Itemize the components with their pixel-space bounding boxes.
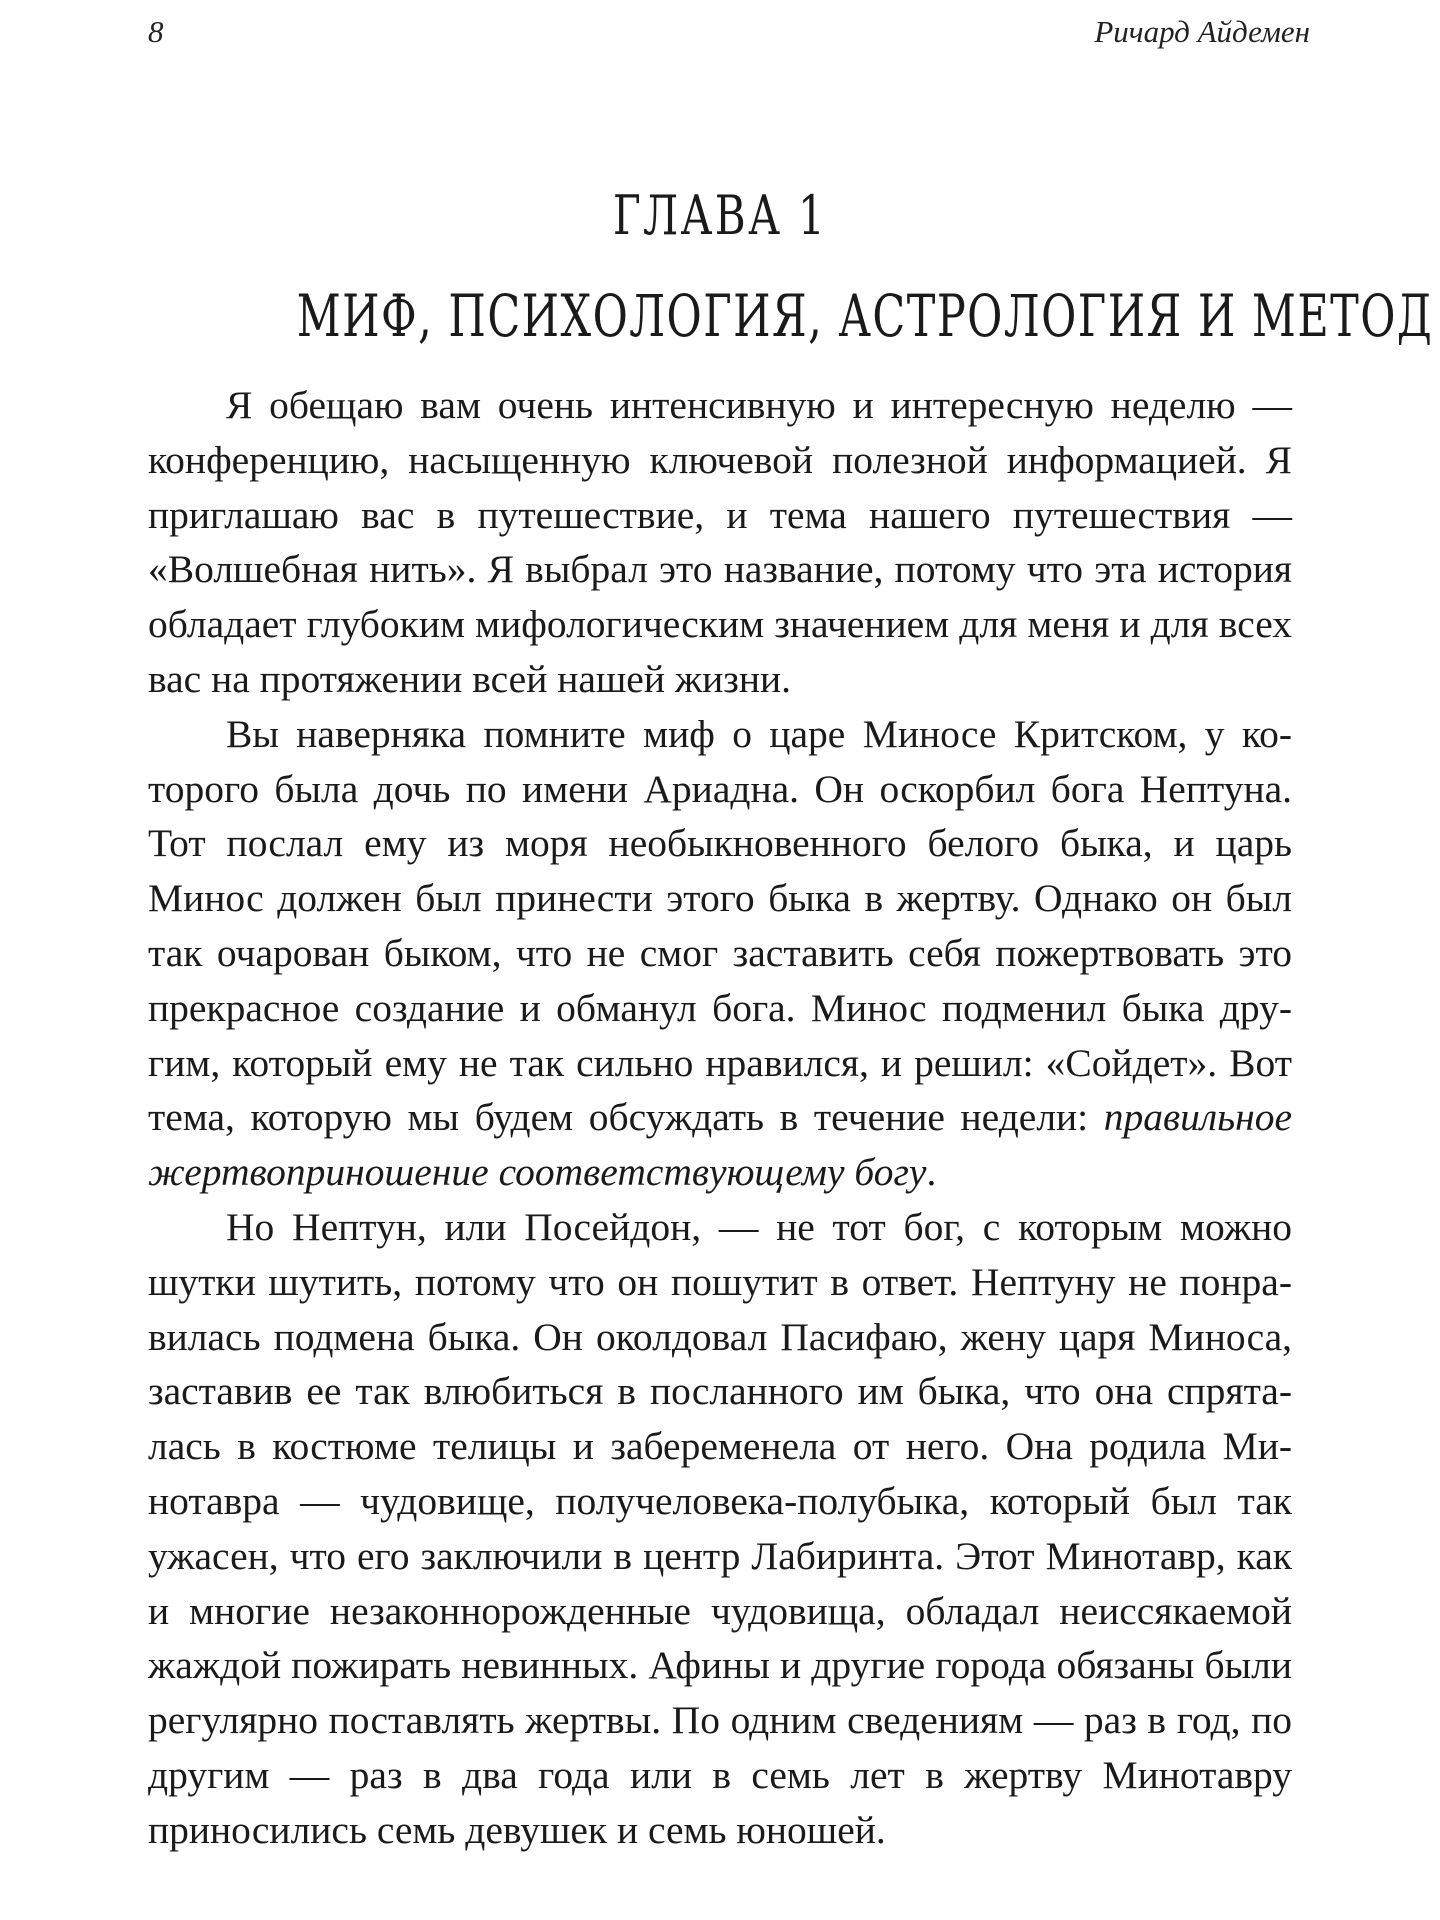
paragraph-text: Но Нептун, или Посейдон, — не тот бог, с которым можно шутки шутить, потому что он пошутит в ответ. Нептуну не понравилась подмена быка. Он околдовал Пасифаю, жену царя Миноса, заставив ее так влюбиться в посланного им быка, что она спряталась в костюме телицы и забеременела от него. Она родила Минотавра — чудовище, получеловека-полубыка, который был так ужасен, что его заключили в центр Лабиринта. Этот Минотавр, как и многие незаконнорожденные чудовища, обладал неиссякаемой жаждой пожирать невинных. Афины и другие города обязаны были регулярно поставлять жертвы. По одним сведениям — раз в год, по другим — раз в два года или в семь лет в жертву Минотавру приносились семь девушек и семь юношей.: [148, 1204, 1292, 1852]
page-number: 8: [148, 14, 164, 49]
running-header: [148, 14, 1310, 54]
chapter-title: МИФ, ПСИХОЛОГИЯ, АСТРОЛОГИЯ И МЕТОД: [296, 282, 1434, 350]
body-text: [148, 378, 1292, 1858]
paragraph-3: [148, 1200, 1292, 1858]
chapter-number: ГЛАВА 1: [612, 184, 828, 247]
chapter-heading: [148, 180, 1434, 354]
author-name: Ричард Айдемен: [1094, 14, 1310, 49]
paragraph-text: Вы наверняка помните миф о царе Миносе Критском, у которого была дочь по имени Ариадна. Он оскорбил бога Нептуна. Тот послал ему из моря необыкновенного белого быка, и царь Минос должен был принести этого быка в жертву. Однако он был так очарован быком, что не смог заставить себя пожертвовать это прекрасное создание и обманул бога. Минос подменил быка другим, который ему не так сильно нравился, и решил: «Сойдет». Вот тема, которую мы будем обсуждать в течение недели:: [148, 711, 1292, 1140]
paragraph-1: [148, 378, 1292, 707]
paragraph-tail: .: [926, 1150, 937, 1195]
paragraph-2: [148, 707, 1292, 1200]
paragraph-text: Я обещаю вам очень интенсивную и интересную неделю — конференцию, насыщенную ключевой полезной информацией. Я приглашаю вас в путешествие, и тема нашего путешествия — «Волшебная нить». Я выбрал это название, потому что эта история обладает глубоким мифологическим значением для меня и для всех вас на протяжении всей нашей жизни.: [148, 383, 1292, 701]
paragraph-emphasis: правильное жертвоприношение соответствующему богу: [148, 1095, 1292, 1195]
